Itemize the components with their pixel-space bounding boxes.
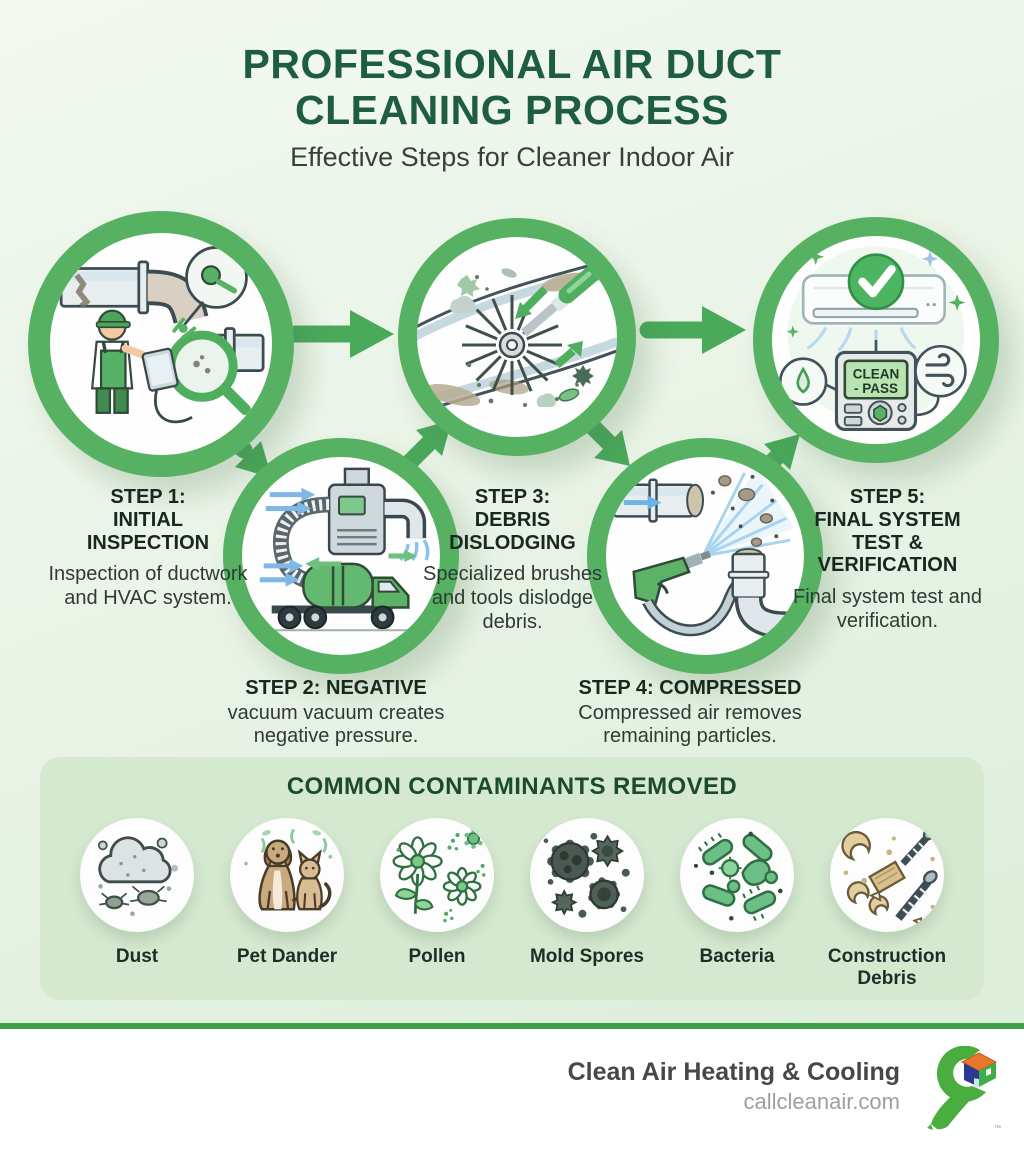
daisy-flower [394, 837, 442, 913]
step-5-title-line: FINAL SYSTEM [814, 508, 961, 531]
step-3-description: Specialized brushes and tools dislodge debris. [423, 563, 602, 633]
step-2-title: STEP 2: NEGATIVE [245, 677, 427, 699]
step-5-title-line: TEST & [851, 531, 924, 554]
device-display-line2: - PASS [853, 381, 899, 397]
step-3-title-line: STEP 3: [474, 486, 551, 508]
flowers-pollen-icon [380, 818, 494, 932]
rotary-brush-in-duct-illustration [417, 237, 617, 437]
air-gun [634, 554, 710, 604]
step-5-title-line: STEP 5: [849, 486, 926, 508]
contaminant-item-dust [62, 818, 212, 968]
step-4-text [557, 677, 823, 749]
step-1-title-line: INITIAL [113, 508, 183, 531]
dust-mite [99, 893, 129, 908]
step-3-text [420, 486, 605, 634]
technician-duct-inspection-illustration [50, 233, 272, 455]
footer-divider-bar [0, 1023, 1024, 1029]
contaminant-label: Pollen [408, 946, 466, 967]
wood-plank [870, 862, 905, 893]
step-5-circle [753, 217, 999, 463]
construction-debris-icon [830, 818, 944, 932]
step-1-description: Inspection of ductwork and HVAC system. [48, 563, 248, 609]
contaminant-item-construction-debris [812, 818, 962, 990]
page-subtitle: Effective Steps for Cleaner Indoor Air [290, 142, 734, 172]
trademark-symbol: ™ [994, 1125, 1001, 1132]
contaminants-panel [40, 757, 984, 1000]
step-1-circle [28, 211, 294, 477]
step-5-title-line: VERIFICATION [817, 554, 958, 577]
step-1-title-line: STEP 1: [110, 486, 186, 508]
contaminant-item-pet-dander [212, 818, 362, 968]
mold-spore [547, 840, 594, 883]
mold-spores-icon [530, 818, 644, 932]
pollen-spore [464, 828, 482, 849]
wood-shaving [842, 832, 869, 859]
cat-figure [297, 852, 329, 909]
company-name: Clean Air Heating & Cooling [567, 1058, 900, 1086]
test-device [836, 340, 915, 429]
page-title-line2: CLEANING PROCESS [295, 86, 729, 133]
contaminant-label: Pet Dander [236, 946, 338, 967]
compressed-air-gun-illustration [606, 457, 804, 655]
step-3-title-line: DEBRIS [474, 508, 551, 531]
contaminant-item-bacteria [662, 818, 812, 968]
daisy-flower [444, 868, 480, 904]
step-5-text [789, 486, 986, 633]
final-system-test-illustration [772, 236, 980, 444]
device-display-line1: CLEAN [852, 366, 900, 382]
page-title-line1: PROFESSIONAL AIR DUCT [242, 41, 782, 87]
airflow-check-icon [916, 346, 966, 396]
contaminant-label: Construction Debris [827, 946, 947, 989]
step-4-description: Compressed air removes remaining particles. [578, 701, 802, 748]
contaminants-heading: COMMON CONTAMINANTS REMOVED [286, 773, 738, 800]
contaminant-label: Mold Spores [529, 946, 644, 967]
contaminant-item-mold-spores [512, 818, 662, 968]
dust-mite [130, 886, 166, 904]
step-2-text [203, 677, 469, 749]
bacteria-icon [680, 818, 794, 932]
negative-pressure-vacuum-truck-illustration [242, 457, 440, 655]
page-title [0, 42, 1024, 134]
mold-spore [588, 877, 620, 909]
step-4-circle [587, 438, 823, 674]
check-circle-icon [849, 255, 903, 309]
company-website[interactable]: callcleanair.com [743, 1089, 900, 1114]
dust-cloud-icon [80, 818, 194, 932]
mold-spore [593, 836, 623, 866]
contaminant-item-pollen [362, 818, 512, 968]
sparkle-icon [807, 248, 824, 265]
wood-shaving [848, 882, 869, 902]
step-5-description: Final system test and verification. [793, 586, 982, 632]
step-2-description: vacuum vacuum creates negative pressure. [227, 701, 445, 748]
step-3-title-line: DISLODGING [449, 531, 576, 554]
dog-cat-icon [230, 818, 344, 932]
step-3-circle [398, 218, 636, 456]
step-4-title: STEP 4: COMPRESSED [578, 677, 802, 699]
contaminant-label: Dust [115, 946, 159, 967]
footer-text [568, 1058, 900, 1115]
contaminant-label: Bacteria [699, 946, 775, 967]
wrench-house-logo [922, 1046, 1002, 1132]
vacuum-unit [329, 469, 384, 554]
step-1-text [48, 486, 248, 611]
step-1-title-line: INSPECTION [86, 531, 210, 554]
